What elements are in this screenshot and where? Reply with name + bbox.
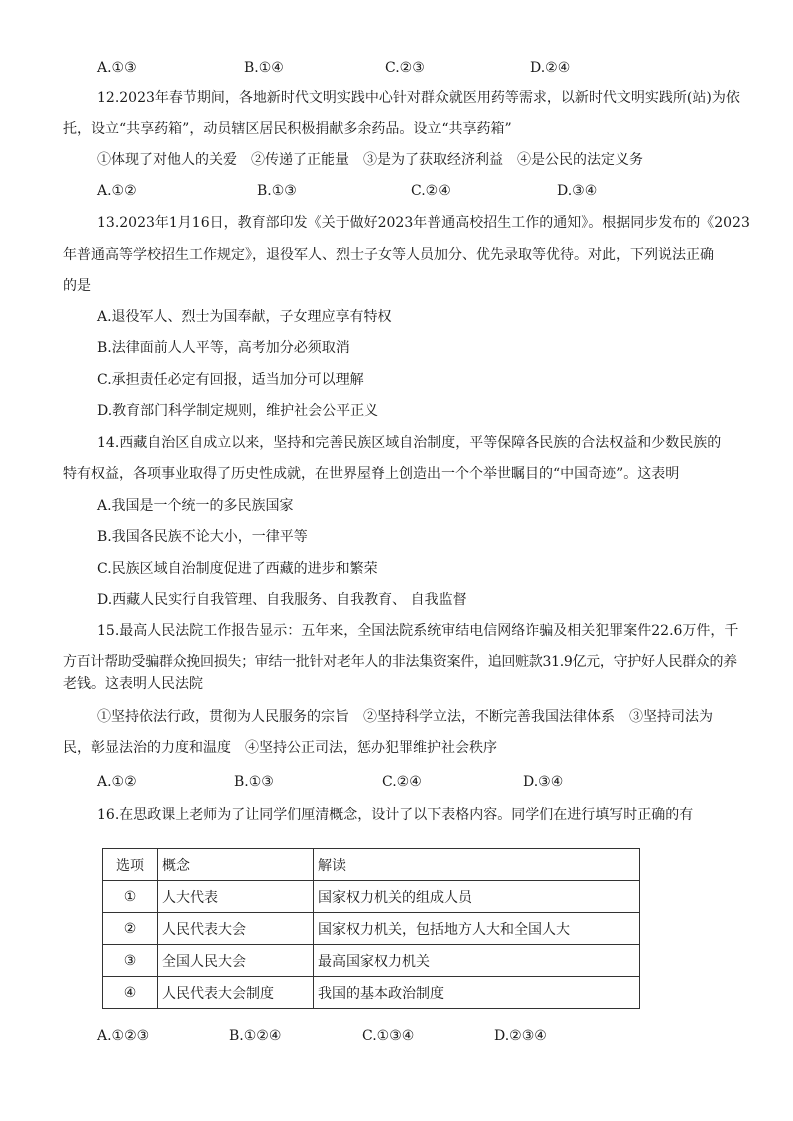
table-row	[103, 945, 640, 977]
q15-option-a: A.①②	[97, 774, 137, 790]
table-row	[103, 913, 640, 945]
q13-stem-line1: 13.2023年1月16日，教育部印发《关于做好2023年普通高校招生工作的通知》。根据同步发布的《2023	[97, 215, 750, 231]
q16-option-a: A.①②③	[97, 1028, 150, 1044]
q16-stem: 16.在思政课上老师为了让同学们厘清概念，设计了以下表格内容。同学们在进行填写时正确的有	[97, 807, 694, 823]
q15-statements-line1: ①坚持依法行政，贯彻为人民服务的宗旨 ②坚持科学立法，不断完善我国法律体系 ③坚持司法为	[97, 709, 713, 725]
q12-options	[97, 181, 697, 201]
q14-stem-line1: 14.西藏自治区自成立以来，坚持和完善民族区域自治制度，平等保障各民族的合法权益和少数民族的	[97, 435, 722, 451]
q15-option-b: B.①③	[234, 774, 274, 790]
table-header-interpretation: 解读	[314, 849, 640, 881]
q13-option-a: A.退役军人、烈士为国奉献，子女理应享有特权	[97, 309, 392, 325]
q13-option-d: D.教育部门科学制定规则，维护社会公平正义	[97, 403, 379, 419]
q16-options	[97, 1026, 697, 1046]
table-row	[103, 881, 640, 913]
q12-statements: ①体现了对他人的关爱 ②传递了正能量 ③是为了获取经济利益 ④是公民的法定义务	[97, 152, 643, 168]
q12-stem-line2: 托，设立“共享药箱”，动员辖区居民积极捐献多余药品。设立“共享药箱”	[63, 121, 512, 137]
q11-option-b: B.①④	[244, 60, 284, 76]
q16-option-c: C.①③④	[362, 1028, 415, 1044]
q11-options	[97, 58, 697, 78]
table-cell-concept: 人大代表	[158, 881, 314, 913]
table-cell-interpretation: 最高国家权力机关	[314, 945, 640, 977]
q15-stem-line3: 老钱。这表明人民法院	[63, 676, 203, 692]
q11-option-d: D.②④	[530, 60, 571, 76]
concept-table	[102, 848, 640, 1009]
q16-option-b: B.①②④	[229, 1028, 282, 1044]
q11-option-a: A.①③	[97, 60, 137, 76]
table-cell-interpretation: 国家权力机关的组成人员	[314, 881, 640, 913]
q14-stem-line2: 特有权益，各项事业取得了历史性成就，在世界屋脊上创造出一个个举世瞩目的“中国奇迹”。这表明	[63, 466, 680, 482]
q16-option-d: D.②③④	[494, 1028, 547, 1044]
q14-option-a: A.我国是一个统一的多民族国家	[97, 498, 294, 514]
table-cell-concept: 全国人民大会	[158, 945, 314, 977]
q14-option-b: B.我国各民族不论大小，一律平等	[97, 529, 308, 545]
q15-option-c: C.②④	[382, 774, 422, 790]
q15-option-d: D.③④	[523, 774, 564, 790]
q13-stem-line2: 年普通高等学校招生工作规定》，退役军人、烈士子女等人员加分、优先录取等优待。对此，下列说法正确	[63, 247, 714, 263]
table-cell-option: ④	[103, 977, 158, 1009]
q15-statements-line2: 民，彰显法治的力度和温度 ④坚持公正司法，惩办犯罪维护社会秩序	[63, 740, 497, 756]
q15-options	[97, 772, 697, 792]
q12-option-a: A.①②	[97, 183, 137, 199]
q11-option-c: C.②③	[385, 60, 425, 76]
q13-option-c: C.承担责任必定有回报，适当加分可以理解	[97, 372, 364, 388]
table-cell-option: ②	[103, 913, 158, 945]
table-cell-concept: 人民代表大会	[158, 913, 314, 945]
q12-option-b: B.①③	[257, 183, 297, 199]
q14-option-c: C.民族区域自治制度促进了西藏的进步和繁荣	[97, 561, 378, 577]
table-cell-option: ③	[103, 945, 158, 977]
table-header-option: 选项	[103, 849, 158, 881]
table-row	[103, 977, 640, 1009]
table-cell-interpretation: 我国的基本政治制度	[314, 977, 640, 1009]
table-cell-concept: 人民代表大会制度	[158, 977, 314, 1009]
q13-stem-line3: 的是	[63, 278, 91, 294]
q12-option-c: C.②④	[411, 183, 451, 199]
q15-stem-line1: 15.最高人民法院工作报告显示：五年来，全国法院系统审结电信网络诈骗及相关犯罪案件22.6万件，千	[97, 623, 739, 639]
table-header-row	[103, 849, 640, 881]
q12-stem-line1: 12.2023年春节期间，各地新时代文明实践中心针对群众就医用药等需求，以新时代文明实践所(站)为依	[97, 90, 740, 106]
table-cell-option: ①	[103, 881, 158, 913]
table-header-concept: 概念	[158, 849, 314, 881]
q14-option-d: D.西藏人民实行自我管理、自我服务、自我教育、 自我监督	[97, 592, 467, 608]
q15-stem-line2: 方百计帮助受骗群众挽回损失；审结一批针对老年人的非法集资案件，追回赃款31.9亿元，守护好人民群众的养	[63, 654, 737, 670]
q13-option-b: B.法律面前人人平等，高考加分必须取消	[97, 340, 350, 356]
table-cell-interpretation: 国家权力机关，包括地方人大和全国人大	[314, 913, 640, 945]
q12-option-d: D.③④	[557, 183, 598, 199]
